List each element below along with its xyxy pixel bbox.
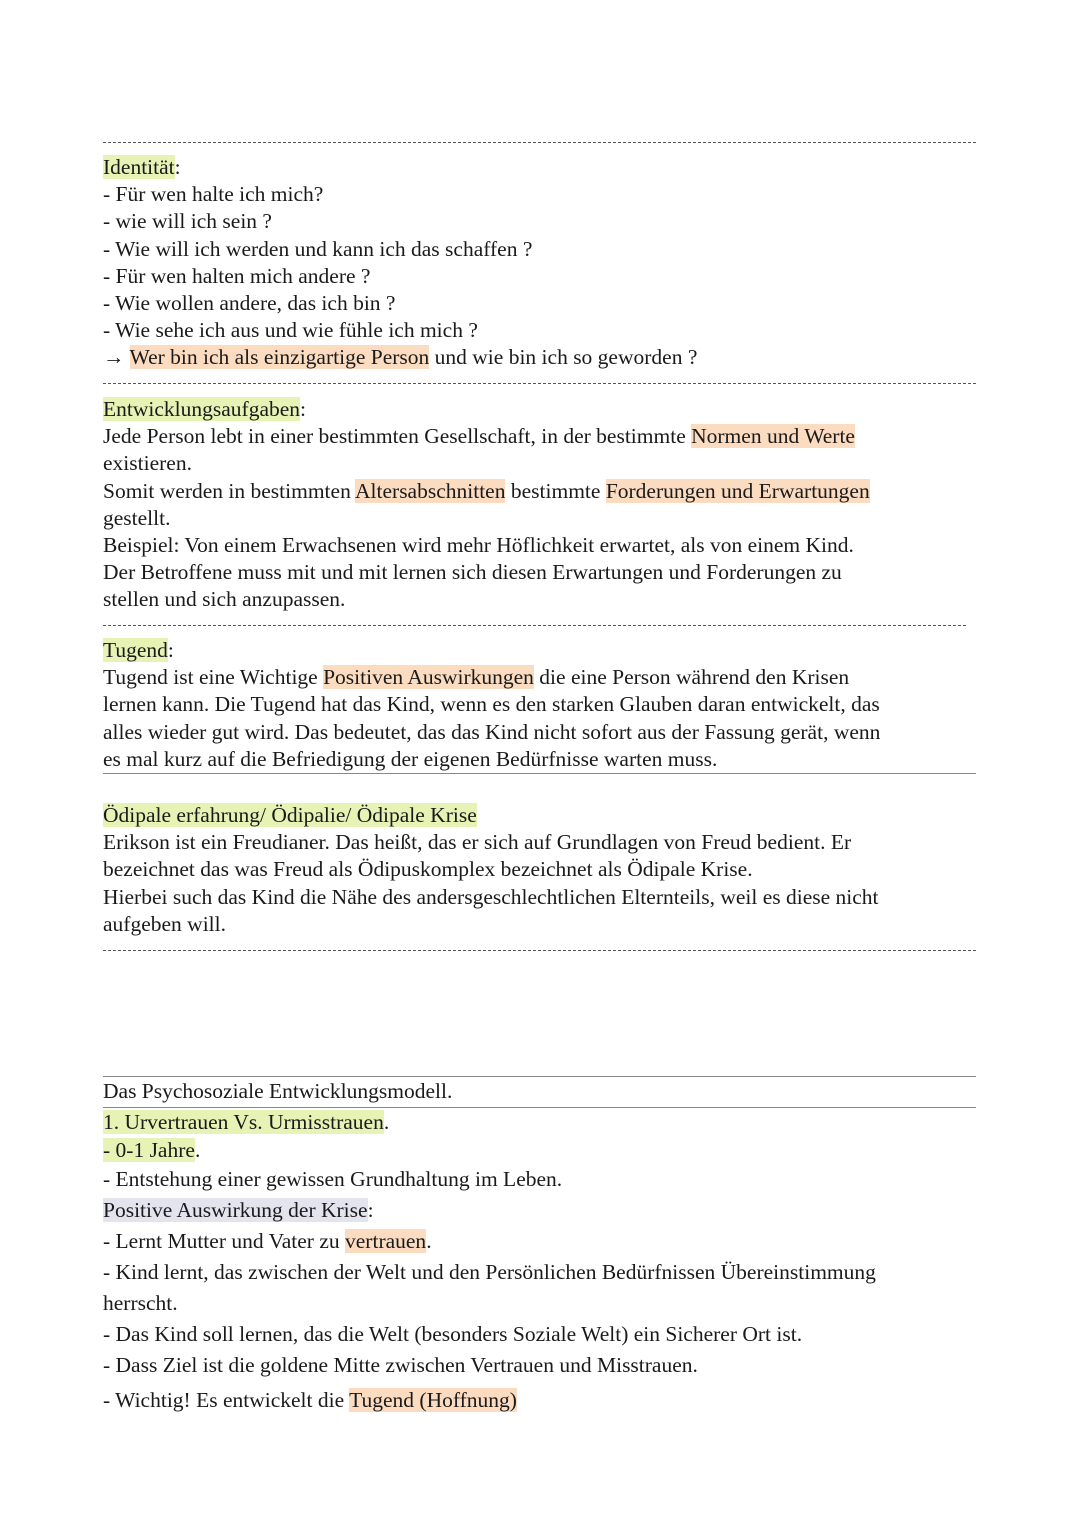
modell-title: Das Psychosoziale Entwicklungsmodell. — [103, 1079, 453, 1103]
dashed-divider — [103, 142, 976, 143]
list-item: - Für wen halten mich andere ? — [103, 263, 371, 288]
section-entwicklungsaufgaben: Entwicklungsaufgaben: Jede Person lebt in einer bestimmten Gesellschaft, in der bestimmte Normen und Werte existieren. Somit werden in bestimmten Altersabschnitten bestimmte Forderungen und Erwartungen gestellt. Beispiel: Von einem Erwachsenen wird mehr Höflichkeit erwartet, als von einem Kind. Der Betroffene muss mit und mit lernen sich diesen Erwartungen und Forderungen zu stellen und sich anzupassen. — [103, 397, 870, 612]
section-oedipal: Ödipale erfahrung/ Ödipalie/ Ödipale Krise Erikson ist ein Freudianer. Das heißt, das er sich auf Grundlagen von Freud bedient. Er bezeichnet das was Freud als Ödipuskomplex bezeichnet als Ödipale Krise. Hierbei such das Kind die Nähe des andersgeschlechtlichen Elternteils, weil es diese nicht aufgeben will. — [103, 803, 879, 936]
list-item: - Wie sehe ich aus und wie fühle ich mich ? — [103, 318, 478, 343]
age-range: - 0-1 Jahre — [103, 1138, 195, 1162]
list-item: - Wie will ich werden und kann ich das schaffen ? — [103, 236, 533, 261]
list-item: - wie will ich sein ? — [103, 209, 272, 234]
arrow-icon: → — [103, 345, 130, 370]
list-item: - Für wen halte ich mich? — [103, 182, 324, 207]
stage-heading: 1. Urvertrauen Vs. Urmisstrauen — [103, 1110, 384, 1134]
dashed-divider — [103, 625, 966, 626]
modell-body: 1. Urvertrauen Vs. Urmisstrauen. - 0-1 Jahre. - Entstehung einer gewissen Grundhaltung im Leben. Positive Auswirkung der Krise: - Lernt Mutter und Vater zu vertrauen. - Kind lernt, das zwischen der Welt und den Persönlichen Bedürfnissen Übereinstimmung herrscht. - Das Kind soll lernen, das die Welt (besonders Soziale Welt) ein Sicherer Ort ist. - Dass Ziel ist die goldene Mitte zwischen Vertrauen und Misstrauen. - Wichtig! Es entwickelt die Tugend (Hoffnung) — [103, 1110, 876, 1412]
virtue-highlight: Tugend (Hoffnung) — [349, 1388, 517, 1412]
dashed-divider — [103, 950, 976, 951]
section-modell — [103, 1076, 976, 1106]
section-identitaet: Identität: - Für wen halte ich mich? - wie will ich sein ? - Wie will ich werden und kann ich das schaffen ? - Für wen halten mich andere ? - Wie wollen andere, das ich bin ? - Wie sehe ich aus und wie fühle ich mich ? → Wer bin ich als einzigartige Person und wie bin ich so geworden ? — [103, 154, 976, 372]
divider-line — [103, 773, 976, 774]
dashed-divider — [103, 383, 976, 384]
positive-effect-heading: Positive Auswirkung der Krise — [103, 1198, 368, 1222]
heading-oedipal: Ödipale erfahrung/ Ödipalie/ Ödipale Krise — [103, 803, 477, 827]
section-tugend: Tugend: Tugend ist eine Wichtige Positiven Auswirkungen die eine Person während den Krisen lernen kann. Die Tugend hat das Kind, wenn es den starken Glauben daran entwickelt, das alles wieder gut wird. Das bedeutet, das das Kind nicht sofort aus der Fassung gerät, wenn es mal kurz auf die Befriedigung der eigenen Bedürfnisse warten muss. — [103, 638, 881, 771]
list-item-conclusion: → Wer bin ich als einzigartige Person und wie bin ich so geworden ? — [103, 345, 698, 370]
list-item: - Wie wollen andere, das ich bin ? — [103, 291, 396, 316]
heading-entwicklungsaufgaben: Entwicklungsaufgaben — [103, 397, 301, 421]
heading-tugend: Tugend — [103, 638, 168, 662]
heading-identitaet: Identität — [103, 155, 175, 179]
